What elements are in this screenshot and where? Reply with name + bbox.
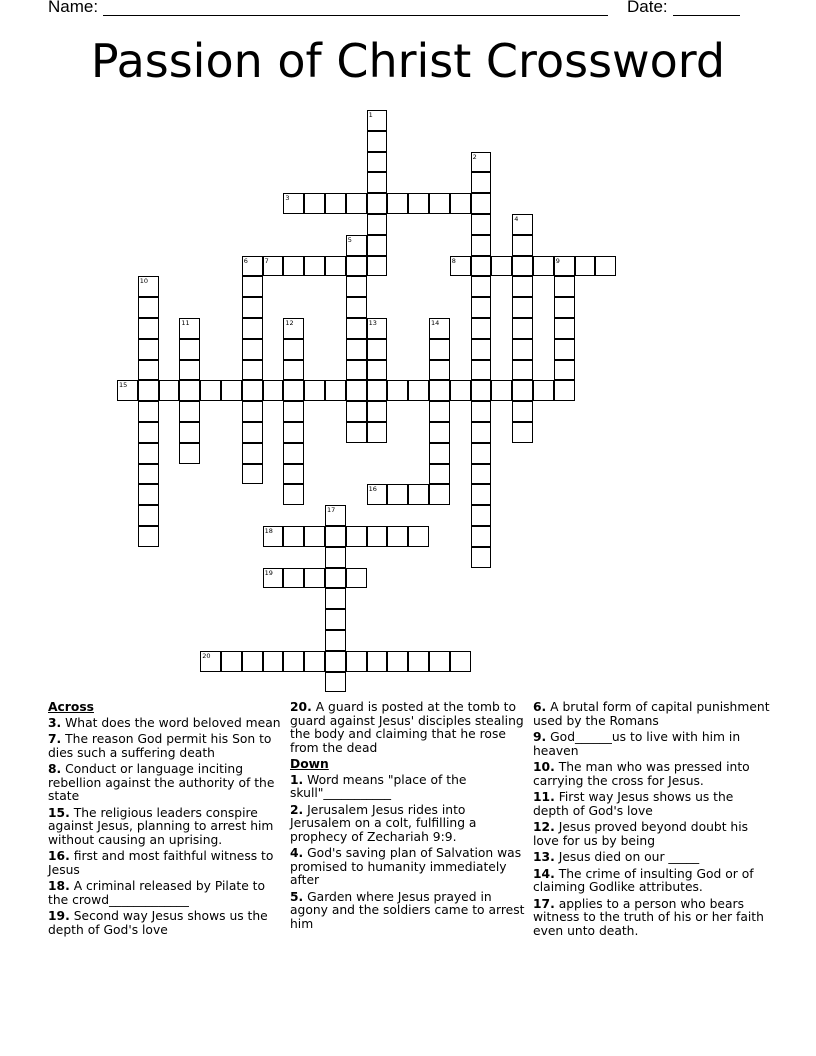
grid-cell[interactable] xyxy=(117,380,138,401)
grid-cell[interactable] xyxy=(367,172,388,193)
clue-item xyxy=(533,868,773,895)
grid-cell[interactable] xyxy=(179,443,200,464)
clue-number-label: 12 xyxy=(285,319,294,327)
clue-number: 20. xyxy=(290,700,312,714)
grid-cell[interactable] xyxy=(471,235,492,256)
grid-cell[interactable] xyxy=(283,464,304,485)
grid-cell[interactable] xyxy=(450,651,471,672)
page-title: Passion of Christ Crossword xyxy=(90,34,726,88)
grid-cell[interactable] xyxy=(387,193,408,214)
grid-cell[interactable] xyxy=(387,380,408,401)
clue-number-label: 10 xyxy=(139,277,149,286)
clue-text: The crime of insulting God or of claiming Godlike attributes. xyxy=(533,866,754,894)
clue-number: 1. xyxy=(290,772,304,787)
grid-cell[interactable] xyxy=(367,152,388,173)
grid-cell[interactable] xyxy=(491,256,512,277)
clue-item xyxy=(533,791,773,818)
clue-text: The reason God permit his Son to dies such a suffering death xyxy=(48,732,272,760)
clue-number: 2. xyxy=(290,802,304,817)
grid-cell[interactable] xyxy=(346,526,367,547)
grid-cell[interactable] xyxy=(283,360,304,381)
clue-text: Garden where Jesus prayed in agony and the soldiers came to arrest him xyxy=(290,889,525,931)
grid-cell[interactable] xyxy=(242,380,263,401)
grid-cell[interactable] xyxy=(325,505,346,526)
grid-cell[interactable] xyxy=(367,214,388,235)
grid-cell[interactable] xyxy=(283,568,304,589)
grid-cell[interactable] xyxy=(429,380,450,401)
clue-number: 17. xyxy=(533,896,555,911)
clue-number-label: 1 xyxy=(368,111,373,119)
grid-cell[interactable] xyxy=(221,380,242,401)
clue-text: First way Jesus shows us the depth of God's love xyxy=(533,790,734,818)
grid-cell[interactable] xyxy=(512,276,533,297)
grid-cell[interactable] xyxy=(346,360,367,381)
grid-cell[interactable] xyxy=(263,256,284,277)
clue-number-label: 9 xyxy=(555,256,560,265)
clue-item xyxy=(290,847,528,888)
clue-item xyxy=(48,763,283,804)
grid-cell[interactable] xyxy=(283,193,304,214)
grid-cell[interactable] xyxy=(283,651,304,672)
clue-number: 6. xyxy=(533,700,547,714)
grid-cell[interactable] xyxy=(242,651,263,672)
grid-cell[interactable] xyxy=(554,380,575,401)
grid-cell[interactable] xyxy=(512,339,533,360)
grid-cell[interactable] xyxy=(575,256,596,277)
grid-cell[interactable] xyxy=(263,526,284,547)
grid-cell[interactable] xyxy=(346,422,367,443)
grid-cell[interactable] xyxy=(138,464,159,485)
grid-cell[interactable] xyxy=(471,401,492,422)
grid-cell[interactable] xyxy=(554,360,575,381)
clue-text: Conduct or language inciting rebellion against the authority of the state xyxy=(48,762,275,803)
grid-cell[interactable] xyxy=(138,297,159,318)
grid-cell[interactable] xyxy=(179,422,200,443)
grid-cell[interactable] xyxy=(471,547,492,568)
clue-number-label: 16 xyxy=(368,485,377,494)
grid-cell[interactable] xyxy=(471,464,492,485)
grid-cell[interactable] xyxy=(283,318,304,339)
grid-cell[interactable] xyxy=(367,339,388,360)
grid-cell[interactable] xyxy=(346,193,367,214)
grid-cell[interactable] xyxy=(554,318,575,339)
clue-text: A brutal form of capital punishment used by the Romans xyxy=(533,700,770,728)
clue-text: The religious leaders conspire against Jesus, planning to arrest him without causing an uprising. xyxy=(48,805,274,847)
grid-cell[interactable] xyxy=(242,360,263,381)
grid-cell[interactable] xyxy=(325,630,346,651)
grid-cell[interactable] xyxy=(304,651,325,672)
grid-cell[interactable] xyxy=(408,380,429,401)
grid-cell[interactable] xyxy=(554,256,575,277)
grid-cell[interactable] xyxy=(138,339,159,360)
clue-number-label: 7 xyxy=(264,256,269,265)
grid-cell[interactable] xyxy=(283,484,304,505)
grid-cell[interactable] xyxy=(242,276,263,297)
clue-number: 9. xyxy=(533,730,547,744)
clue-item xyxy=(533,898,773,939)
grid-cell[interactable] xyxy=(471,318,492,339)
grid-cell[interactable] xyxy=(512,256,533,277)
grid-cell[interactable] xyxy=(283,256,304,277)
grid-cell[interactable] xyxy=(346,651,367,672)
grid-cell[interactable] xyxy=(221,651,242,672)
grid-cell[interactable] xyxy=(387,484,408,505)
grid-cell[interactable] xyxy=(138,318,159,339)
grid-cell[interactable] xyxy=(346,568,367,589)
grid-cell[interactable] xyxy=(387,526,408,547)
clue-text: A criminal released by Pilate to the crowd_____________ xyxy=(48,879,266,907)
clue-number: 7. xyxy=(48,732,62,746)
grid-cell[interactable] xyxy=(471,422,492,443)
clue-number: 8. xyxy=(48,762,62,776)
grid-cell[interactable] xyxy=(367,131,388,152)
name-label: Name: xyxy=(48,0,99,16)
grid-cell[interactable] xyxy=(367,526,388,547)
grid-cell[interactable] xyxy=(429,443,450,464)
grid-cell[interactable] xyxy=(367,401,388,422)
clue-column-3 xyxy=(533,701,773,941)
clue-number: 16. xyxy=(48,849,70,863)
clue-text: Jesus proved beyond doubt his love for us by being xyxy=(533,820,749,848)
date-label: Date: xyxy=(627,0,668,16)
grid-cell[interactable] xyxy=(242,443,263,464)
grid-cell[interactable] xyxy=(554,297,575,318)
grid-cell[interactable] xyxy=(325,568,346,589)
grid-cell[interactable] xyxy=(471,297,492,318)
grid-cell[interactable] xyxy=(346,276,367,297)
grid-cell[interactable] xyxy=(325,672,346,693)
grid-cell[interactable] xyxy=(179,360,200,381)
clue-number-label: 8 xyxy=(451,256,456,265)
grid-cell[interactable] xyxy=(263,568,284,589)
grid-cell[interactable] xyxy=(325,609,346,630)
grid-cell[interactable] xyxy=(367,110,388,131)
grid-cell[interactable] xyxy=(533,380,554,401)
grid-cell[interactable] xyxy=(367,235,388,256)
grid-cell[interactable] xyxy=(408,651,429,672)
grid-cell[interactable] xyxy=(304,526,325,547)
grid-cell[interactable] xyxy=(200,380,221,401)
clue-item xyxy=(533,821,773,848)
clue-item xyxy=(48,880,283,907)
grid-cell[interactable] xyxy=(471,276,492,297)
grid-cell[interactable] xyxy=(179,339,200,360)
clue-column-2 xyxy=(290,701,528,934)
grid-cell[interactable] xyxy=(242,297,263,318)
grid-cell[interactable] xyxy=(367,318,388,339)
grid-cell[interactable] xyxy=(367,193,388,214)
grid-cell[interactable] xyxy=(242,464,263,485)
clue-text: Jesus died on our _____ xyxy=(554,850,700,864)
clue-text: Second way Jesus shows us the depth of God's love xyxy=(48,909,268,937)
clue-text: applies to a person who bears witness to the truth of his or her faith even unto death. xyxy=(533,896,764,938)
clue-number-label: 11 xyxy=(181,319,190,327)
across-heading: Across xyxy=(48,700,94,714)
grid-cell[interactable] xyxy=(554,276,575,297)
clue-number: 15. xyxy=(48,805,70,820)
grid-cell[interactable] xyxy=(471,484,492,505)
clue-number: 18. xyxy=(48,879,70,893)
clue-number-label: 19 xyxy=(264,568,273,577)
clue-item xyxy=(290,701,528,755)
grid-cell[interactable] xyxy=(554,339,575,360)
grid-cell[interactable] xyxy=(367,256,388,277)
grid-cell[interactable] xyxy=(283,401,304,422)
grid-cell[interactable] xyxy=(408,484,429,505)
clue-number: 12. xyxy=(533,820,555,834)
grid-cell[interactable] xyxy=(346,380,367,401)
grid-cell[interactable] xyxy=(367,360,388,381)
grid-cell[interactable] xyxy=(471,339,492,360)
grid-cell[interactable] xyxy=(450,380,471,401)
grid-cell[interactable] xyxy=(138,443,159,464)
grid-cell[interactable] xyxy=(512,401,533,422)
clue-number: 4. xyxy=(290,846,304,860)
clue-text: God______us to live with him in heaven xyxy=(533,730,741,758)
grid-cell[interactable] xyxy=(429,484,450,505)
grid-cell[interactable] xyxy=(367,422,388,443)
grid-cell[interactable] xyxy=(325,526,346,547)
grid-cell[interactable] xyxy=(471,193,492,214)
grid-cell[interactable] xyxy=(138,526,159,547)
grid-cell[interactable] xyxy=(595,256,616,277)
clue-number-label: 2 xyxy=(472,152,477,161)
grid-cell[interactable] xyxy=(471,380,492,401)
clue-item xyxy=(48,910,283,937)
grid-cell[interactable] xyxy=(346,256,367,277)
clue-item xyxy=(48,850,283,877)
grid-cell[interactable] xyxy=(325,193,346,214)
clue-text: The man who was pressed into carrying the cross for Jesus. xyxy=(533,760,750,788)
grid-cell[interactable] xyxy=(138,422,159,443)
clue-number: 5. xyxy=(290,889,304,904)
grid-cell[interactable] xyxy=(179,401,200,422)
grid-cell[interactable] xyxy=(512,214,533,235)
grid-cell[interactable] xyxy=(242,422,263,443)
grid-cell[interactable] xyxy=(138,380,159,401)
grid-cell[interactable] xyxy=(138,484,159,505)
grid-cell[interactable] xyxy=(325,256,346,277)
grid-cell[interactable] xyxy=(159,380,180,401)
grid-cell[interactable] xyxy=(408,193,429,214)
clue-text: first and most faithful witness to Jesus xyxy=(48,849,274,877)
clue-number-label: 14 xyxy=(431,319,440,327)
grid-cell[interactable] xyxy=(346,339,367,360)
grid-cell[interactable] xyxy=(325,380,346,401)
grid-cell[interactable] xyxy=(429,318,450,339)
grid-cell[interactable] xyxy=(346,318,367,339)
clue-number-label: 4 xyxy=(514,215,519,223)
clue-item xyxy=(533,731,773,758)
clue-text: Jerusalem Jesus rides into Jerusalem on a colt, fulfilling a prophecy of Zechariah 9:9. xyxy=(290,802,477,844)
grid-cell[interactable] xyxy=(200,651,221,672)
grid-cell[interactable] xyxy=(263,651,284,672)
grid-cell[interactable] xyxy=(471,505,492,526)
grid-cell[interactable] xyxy=(512,360,533,381)
grid-cell[interactable] xyxy=(242,401,263,422)
grid-cell[interactable] xyxy=(138,505,159,526)
grid-cell[interactable] xyxy=(408,526,429,547)
clue-item xyxy=(533,701,773,728)
grid-cell[interactable] xyxy=(533,256,554,277)
grid-cell[interactable] xyxy=(471,172,492,193)
clue-item xyxy=(533,851,773,865)
clue-item xyxy=(290,891,528,932)
clue-item xyxy=(290,774,528,801)
clue-item xyxy=(533,761,773,788)
grid-cell[interactable] xyxy=(179,318,200,339)
grid-cell[interactable] xyxy=(429,193,450,214)
grid-cell[interactable] xyxy=(429,651,450,672)
clue-number-label: 6 xyxy=(243,256,248,265)
grid-cell[interactable] xyxy=(283,443,304,464)
grid-cell[interactable] xyxy=(429,422,450,443)
grid-cell[interactable] xyxy=(471,526,492,547)
grid-cell[interactable] xyxy=(304,380,325,401)
grid-cell[interactable] xyxy=(325,651,346,672)
grid-cell[interactable] xyxy=(304,193,325,214)
grid-cell[interactable] xyxy=(346,235,367,256)
grid-cell[interactable] xyxy=(283,380,304,401)
clue-number: 3. xyxy=(48,715,62,730)
grid-cell[interactable] xyxy=(346,297,367,318)
clue-text: Word means "place of the skull"___________ xyxy=(290,772,467,800)
grid-cell[interactable] xyxy=(283,422,304,443)
grid-cell[interactable] xyxy=(304,256,325,277)
grid-cell[interactable] xyxy=(179,380,200,401)
clue-item xyxy=(48,733,283,760)
clue-text: A guard is posted at the tomb to guard against Jesus' disciples stealing the body and claiming that he rose from the dead xyxy=(290,700,524,755)
clue-number-label: 20 xyxy=(202,651,211,660)
grid-cell[interactable] xyxy=(471,214,492,235)
grid-cell[interactable] xyxy=(512,422,533,443)
grid-cell[interactable] xyxy=(429,339,450,360)
grid-cell[interactable] xyxy=(242,339,263,360)
clue-item xyxy=(48,807,283,848)
grid-cell[interactable] xyxy=(367,651,388,672)
grid-cell[interactable] xyxy=(346,401,367,422)
grid-cell[interactable] xyxy=(367,380,388,401)
clue-number-label: 5 xyxy=(347,235,352,244)
clue-text: God's saving plan of Salvation was promised to humanity immediately after xyxy=(290,846,522,887)
clue-number: 13. xyxy=(533,850,555,864)
grid-cell[interactable] xyxy=(325,547,346,568)
grid-cell[interactable] xyxy=(367,484,388,505)
grid-cell[interactable] xyxy=(263,380,284,401)
grid-cell[interactable] xyxy=(429,360,450,381)
grid-cell[interactable] xyxy=(512,380,533,401)
grid-cell[interactable] xyxy=(491,380,512,401)
grid-cell[interactable] xyxy=(429,401,450,422)
grid-cell[interactable] xyxy=(138,360,159,381)
clue-text: What does the word beloved mean xyxy=(61,715,281,730)
clue-number: 10. xyxy=(533,760,555,774)
grid-cell[interactable] xyxy=(512,318,533,339)
grid-cell[interactable] xyxy=(387,651,408,672)
grid-cell[interactable] xyxy=(283,339,304,360)
grid-cell[interactable] xyxy=(471,256,492,277)
clue-column-1 xyxy=(48,701,283,940)
grid-cell[interactable] xyxy=(283,526,304,547)
grid-cell[interactable] xyxy=(450,256,471,277)
grid-cell[interactable] xyxy=(512,235,533,256)
clue-number-label: 13 xyxy=(368,319,377,327)
clue-number: 19. xyxy=(48,909,70,923)
grid-cell[interactable] xyxy=(471,360,492,381)
clue-number-label: 18 xyxy=(264,527,273,535)
clue-item xyxy=(48,717,283,731)
grid-cell[interactable] xyxy=(242,318,263,339)
clue-item xyxy=(290,804,528,845)
grid-cell[interactable] xyxy=(325,588,346,609)
grid-cell[interactable] xyxy=(471,443,492,464)
grid-cell[interactable] xyxy=(512,297,533,318)
grid-cell[interactable] xyxy=(138,276,159,297)
grid-cell[interactable] xyxy=(242,256,263,277)
grid-cell[interactable] xyxy=(304,568,325,589)
clue-number-label: 3 xyxy=(285,194,290,203)
clue-number-label: 17 xyxy=(327,506,336,515)
grid-cell[interactable] xyxy=(471,152,492,173)
clue-number: 11. xyxy=(533,790,555,804)
grid-cell[interactable] xyxy=(429,464,450,485)
clue-number-label: 15 xyxy=(119,381,128,390)
grid-cell[interactable] xyxy=(450,193,471,214)
clue-number: 14. xyxy=(533,866,555,881)
grid-cell[interactable] xyxy=(138,401,159,422)
down-heading: Down xyxy=(290,757,329,771)
